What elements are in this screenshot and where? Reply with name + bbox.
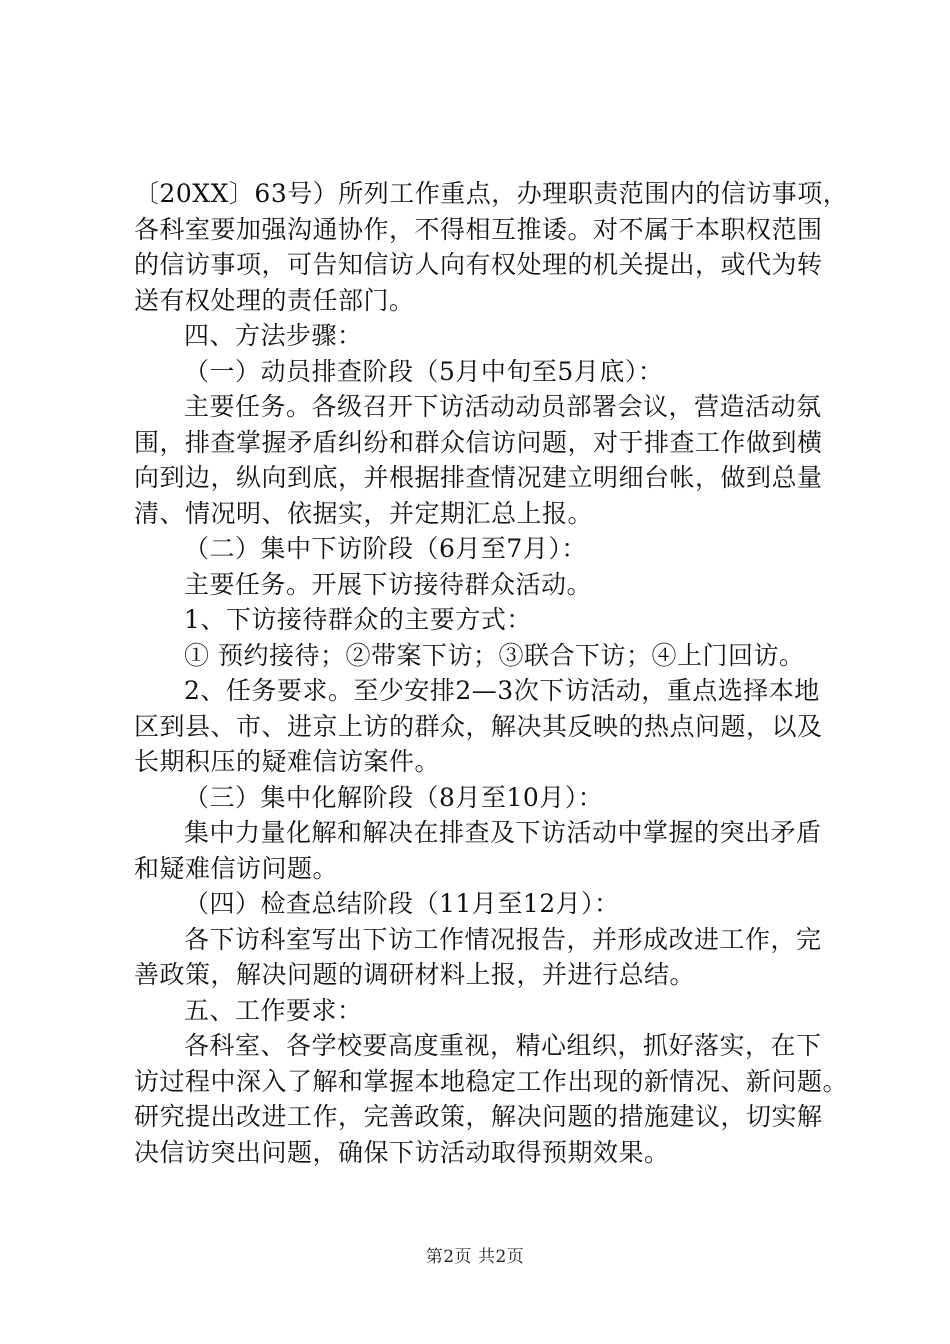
body-line-25: 各科室、各学校要高度重视，精心组织，抓好落实，在下 — [184, 1031, 822, 1060]
body-line-2: 各科室要加强沟通协作，不得相互推诿。对不属于本职权范围 — [134, 214, 823, 244]
phase-heading-1: （一）动员排查阶段（5月中旬至5月底）： — [184, 356, 664, 386]
body-line-1: 〔20XX〕63号）所列工作重点，办理职责范围内的信访事项， — [134, 179, 849, 208]
body-line-20: 和疑难信访问题。 — [134, 853, 339, 883]
phase-heading-3: （三）集中化解阶段（8月至10月）： — [184, 782, 604, 812]
body-line-23: 善政策，解决问题的调研材料上报，并进行总结。 — [134, 960, 696, 989]
document-body — [134, 176, 849, 1170]
body-line-4: 送有权处理的责任部门。 — [134, 285, 415, 315]
body-line-7: 主要任务。各级召开下访活动动员部署会议，营造活动氛 — [184, 392, 822, 421]
body-line-16: 区到县、市、进京上访的群众，解决其反映的热点问题，以及 — [134, 711, 823, 741]
body-line-14: ① 预约接待；②带案下访；③联合下访；④上门回访。 — [184, 640, 805, 670]
body-line-10: 清、情况明、依据实，并定期汇总上报。 — [134, 498, 594, 528]
body-line-12: 主要任务。开展下访接待群众活动。 — [184, 569, 593, 599]
body-line-3: 的信访事项，可告知信访人向有权处理的机关提出，或代为转 — [134, 250, 823, 279]
section-heading-methods: 四、方法步骤： — [184, 321, 363, 350]
body-line-17: 长期积压的疑难信访案件。 — [134, 747, 441, 776]
body-line-28: 决信访突出问题，确保下访活动取得预期效果。 — [134, 1137, 670, 1167]
body-line-27: 研究提出改进工作，完善政策，解决问题的措施建议，切实解 — [134, 1102, 823, 1131]
phase-heading-2: （二）集中下访阶段（6月至7月）： — [184, 534, 587, 563]
body-line-26: 访过程中深入了解和掌握本地稳定工作出现的新情况、新问题。 — [134, 1066, 849, 1096]
page-number-footer: 第2页 共2页 — [425, 1247, 525, 1267]
body-line-8: 围，排查掌握矛盾纠纷和群众信访问题，对于排查工作做到横 — [134, 427, 823, 457]
body-line-13: 1、下访接待群众的主要方式： — [184, 605, 532, 634]
section-heading-requirements: 五、工作要求： — [184, 995, 363, 1025]
body-line-9: 向到边，纵向到底，并根据排查情况建立明细台帐，做到总量 — [134, 463, 823, 492]
phase-heading-4: （四）检查总结阶段（11月至12月）： — [184, 889, 620, 918]
body-line-19: 集中力量化解和解决在排查及下访活动中掌握的突出矛盾 — [184, 818, 822, 847]
body-line-22: 各下访科室写出下访工作情况报告，并形成改进工作，完 — [184, 924, 822, 954]
body-line-15: 2、任务要求。至少安排2—3次下访活动，重点选择本地 — [184, 676, 820, 705]
